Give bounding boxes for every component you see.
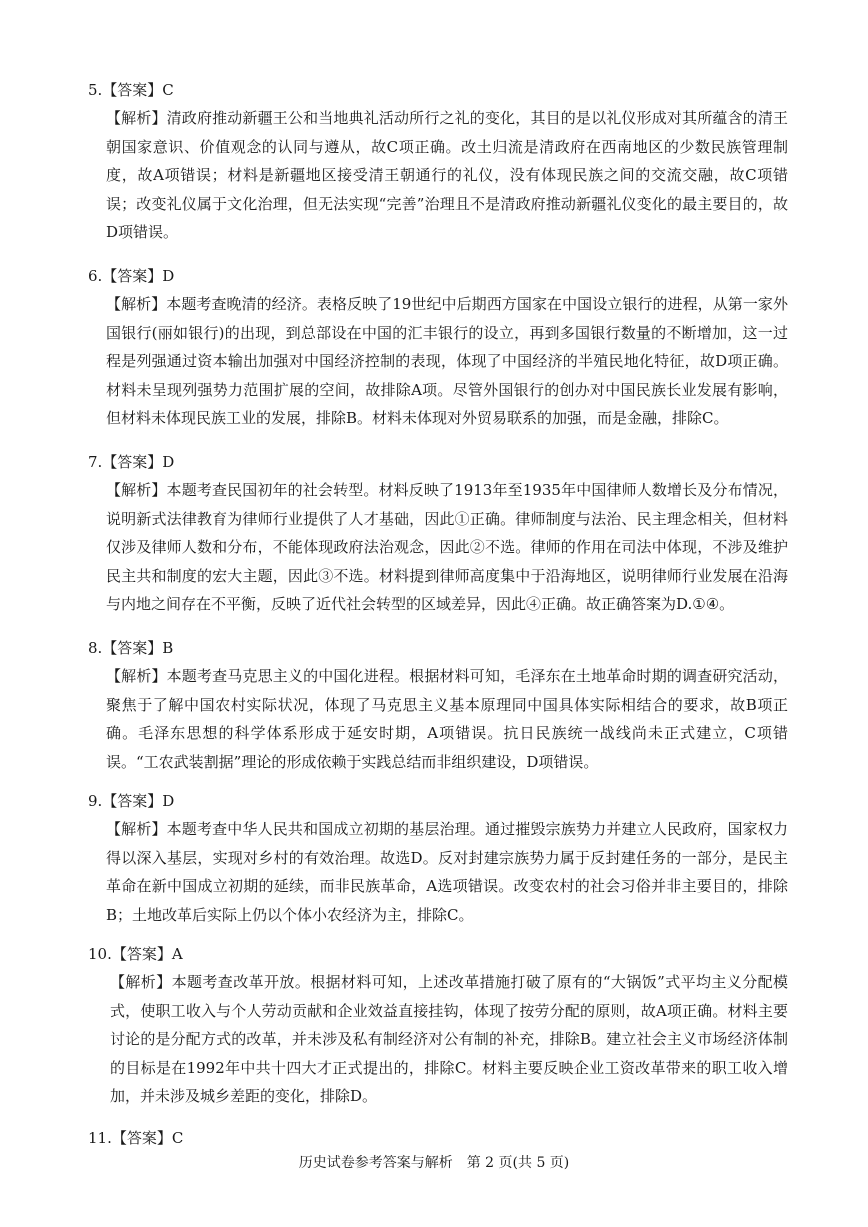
analysis-text: 【解析】清政府推动新疆王公和当地典礼活动所行之礼的变化，其目的是以礼仪形成对其所蕴含的清王朝国家意识、价值观念的认同与遵从，故C项正确。改土归流是清政府在西南地区的少数民族管理制度，故A项错误；材料是新疆地区接受清王朝通行的礼仪，没有体现民族之间的交流交融，故C项错误；改变礼仪属于文化治理，但无法实现“完善”治理且不是清政府推动新疆礼仪变化的最主要目的，故D项错误。	[106, 109, 788, 242]
answer-label: 10.【答案】A	[88, 945, 183, 963]
question-6	[88, 262, 788, 433]
answer-label: 5.【答案】C	[88, 81, 174, 99]
analysis-text: 【解析】本题考查改革开放。根据材料可知，上述改革措施打破了原有的“大锅饭”式平均主义分配模式，使职工收入与个人劳动贡献和企业效益直接挂钩，体现了按劳分配的原则，故A项正确。材料主要讨论的是分配方式的改革，并未涉及私有制经济对公有制的补充，排除B。建立社会主义市场经济体制的目标是在1992年中共十四大才正式提出的，排除C。材料主要反映企业工资改革带来的职工收入增加，并未涉及城乡差距的变化，排除D。	[110, 973, 788, 1106]
question-10	[88, 940, 788, 1111]
answer-label: 7.【答案】D	[88, 453, 175, 471]
question-5	[88, 76, 788, 247]
analysis-text: 【解析】本题考查民国初年的社会转型。材料反映了1913年至1935年中国律师人数增长及分布情况，说明新式法律教育为律师行业提供了人才基础，因此①正确。律师制度与法治、民主理念相关，但材料仅涉及律师人数和分布，不能体现政府法治观念，因此②不选。律师的作用在司法中体现，不涉及维护民主共和制度的宏大主题，因此③不选。材料提到律师高度集中于沿海地区，说明律师行业发展在沿海与内地之间存在不平衡，反映了近代社会转型的区域差异，因此④正确。故正确答案为D.①④。	[106, 481, 788, 614]
analysis-text: 【解析】本题考查马克思主义的中国化进程。根据材料可知，毛泽东在土地革命时期的调查研究活动，聚焦于了解中国农村实际状况，体现了马克思主义基本原理同中国具体实际相结合的要求，故B项正确。毛泽东思想的科学体系形成于延安时期，A项错误。抗日民族统一战线尚未正式建立，C项错误。“工农武装割据”理论的形成依赖于实践总结而非组织建设，D项错误。	[106, 667, 788, 771]
analysis-text: 【解析】本题考查中华人民共和国成立初期的基层治理。通过摧毁宗族势力并建立人民政府，国家权力得以深入基层，实现对乡村的有效治理。故选D。反对封建宗族势力属于反封建任务的一部分，是民主革命在新中国成立初期的延续，而非民族革命，A选项错误。改变农村的社会习俗并非主要目的，排除B；土地改革后实际上仍以个体小农经济为主，排除C。	[106, 820, 788, 924]
answer-label: 6.【答案】D	[88, 267, 175, 285]
answer-label: 9.【答案】D	[88, 792, 175, 810]
question-9	[88, 787, 788, 929]
page-footer: 历史试卷参考答案与解析 第 2 页(共 5 页)	[298, 1155, 570, 1171]
question-8	[88, 634, 788, 776]
question-11	[88, 1124, 788, 1152]
question-7	[88, 448, 788, 619]
answer-label: 11.【答案】C	[88, 1129, 184, 1147]
answer-label: 8.【答案】B	[88, 639, 174, 657]
analysis-text: 【解析】本题考查晚清的经济。表格反映了19世纪中后期西方国家在中国设立银行的进程，从第一家外国银行(丽如银行)的出现，到总部设在中国的汇丰银行的设立，再到多国银行数量的不断增加，这一过程是列强通过资本输出加强对中国经济控制的表现，体现了中国经济的半殖民地化特征，故D项正确。材料未呈现列强势力范围扩展的空间，故排除A项。尽管外国银行的创办对中国民族长业发展有影响，但材料未体现民族工业的发展，排除B。材料未体现对外贸易联系的加强，而是金融，排除C。	[106, 295, 788, 428]
